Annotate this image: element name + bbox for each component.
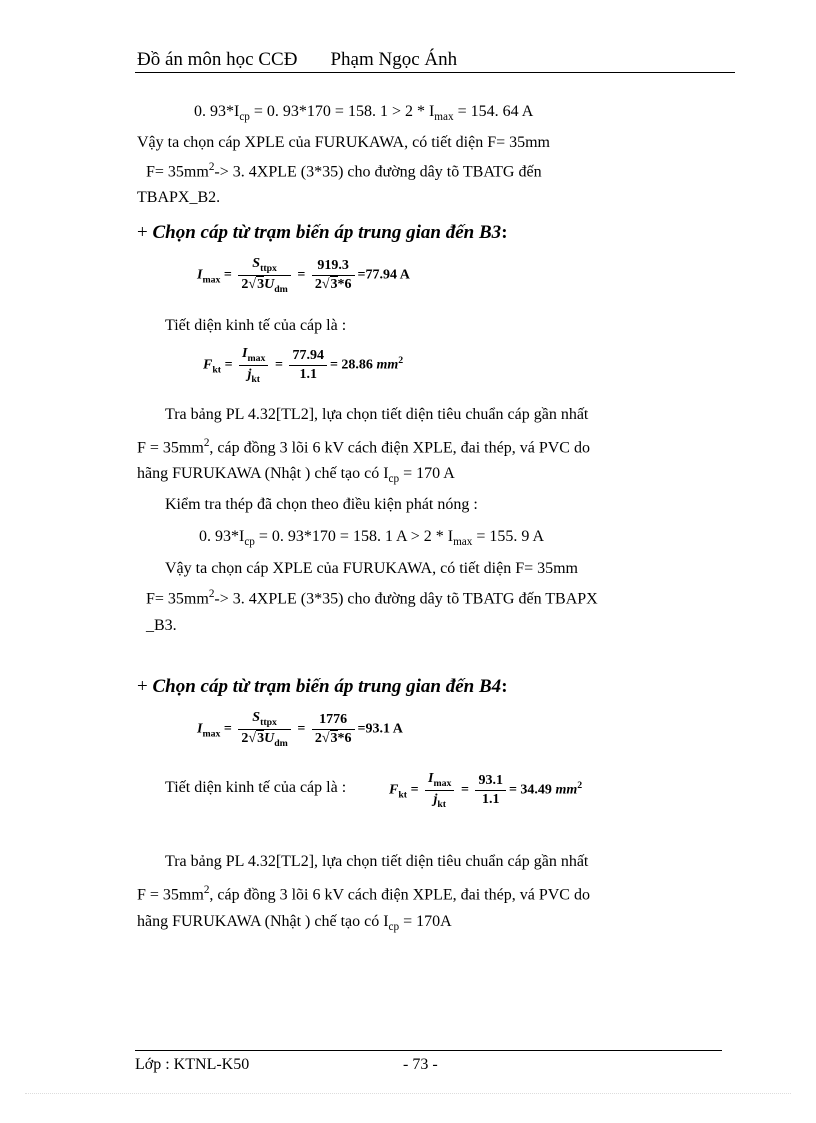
footer-page-number: - 73 -	[403, 1056, 438, 1073]
table-line-b3-a: Tra bảng PL 4.32[TL2], lựa chọn tiết diện tiêu chuẩn cáp gần nhất	[165, 406, 589, 423]
footer-rule	[135, 1050, 722, 1051]
cable-line-b2-cont: TBAPX_B2.	[137, 189, 221, 206]
verify-line-b3: Kiểm tra thép đã chọn theo điều kiện phát nóng :	[165, 496, 478, 513]
fraction: $\frac{I_{max}}{j_{kt}}$	[239, 346, 268, 385]
fraction: $\frac{1776}{2√3*6}$	[312, 712, 355, 747]
header-course: Đồ án môn học CCĐ	[137, 49, 298, 70]
equation-fkt-b3: $F_{kt}$ = $\frac{I_{max}}{j_{kt}}$ = $\frac{77.94}{1.1}$ = 28.86 $mm^2$	[203, 346, 404, 385]
fraction: $\frac{S_{ttpx}}{2√3U_{dm}}$	[238, 710, 290, 749]
econ-label-b3: Tiết diện kinh tế của cáp là :	[165, 317, 347, 334]
section-heading-b3: + Chọn cáp từ trạm biến áp trung gian đến B3:	[137, 222, 508, 243]
cable-line-b2: $F= 35mm^2-> 3$. 4XPLE (3*35) cho đường dây tõ TBATG đến	[146, 161, 542, 181]
table-line-b3-c: hãng FURUKAWA (Nhật ) chế tạo có $I_{cp} = 170$ A	[137, 465, 455, 486]
table-line-b4-b: $F = 35mm^2$, cáp đồng 3 lõi 6 kV cách điện XPLE, đai thép, vá PVC do	[137, 884, 590, 904]
fraction: $\frac{93.1}{1.1}$	[475, 773, 506, 808]
page-header	[137, 49, 457, 71]
table-line-b3-b: $F = 35mm^2$, cáp đồng 3 lõi 6 kV cách điện XPLE, đai thép, vá PVC do	[137, 437, 590, 457]
check-line-b2: 0. $93*I_{cp} = 0$. 93*170 = 158. $1 > 2 * I_{max} = 154$. 64 A	[194, 103, 534, 124]
choose-line-b2: Vậy ta chọn cáp XPLE của FURUKAWA, có tiết diện F= 35mm	[137, 134, 550, 151]
cable-line-b3: $F= 35mm^2-> 3$. 4XPLE (3*35) cho đường dây tõ TBATG đến TBAPX	[146, 588, 598, 608]
equation-imax-b3: $I_{max}$ = $\frac{S_{ttpx}}{2√3U_{dm}}$ = $\frac{919.3}{2√3*6}$ =77.94 A	[197, 256, 410, 295]
fraction: $\frac{77.94}{1.1}$	[289, 348, 327, 383]
equation-fkt-b4: $F_{kt}$ = $\frac{I_{max}}{j_{kt}}$ = $\frac{93.1}{1.1}$ = 34.49 $mm^2$	[389, 771, 583, 810]
header-rule	[135, 72, 735, 73]
check-line-b3: 0. $93*I_{cp} = 0$. 93*170 = 158. 1 $A > 2 * I_{max} = 155$. 9 A	[199, 528, 545, 549]
section-heading-b4: + Chọn cáp từ trạm biến áp trung gian đến B4:	[137, 676, 508, 697]
fraction: $\frac{I_{max}}{j_{kt}}$	[425, 771, 454, 810]
header-author: Phạm Ngọc Ánh	[330, 49, 458, 70]
fraction: $\frac{919.3}{2√3*6}$	[312, 258, 355, 293]
footer-class: Lớp : KTNL-K50	[135, 1056, 250, 1073]
table-line-b4-a: Tra bảng PL 4.32[TL2], lựa chọn tiết diện tiêu chuẩn cáp gần nhất	[165, 853, 589, 870]
econ-label-b4: Tiết diện kinh tế của cáp là :	[165, 779, 347, 796]
page-bottom-guide	[25, 1093, 791, 1094]
table-line-b4-c: hãng FURUKAWA (Nhật ) chế tạo có $I_{cp} = 170A$	[137, 913, 452, 934]
choose-line-b3: Vậy ta chọn cáp XPLE của FURUKAWA, có tiết diện F= 35mm	[165, 560, 578, 577]
cable-line-b3-cont: _B3.	[146, 617, 177, 634]
equation-imax-b4: $I_{max}$ = $\frac{S_{ttpx}}{2√3U_{dm}}$ = $\frac{1776}{2√3*6}$ =93.1 A	[197, 710, 403, 749]
fraction: $\frac{S_{ttpx}}{2√3U_{dm}}$	[238, 256, 290, 295]
